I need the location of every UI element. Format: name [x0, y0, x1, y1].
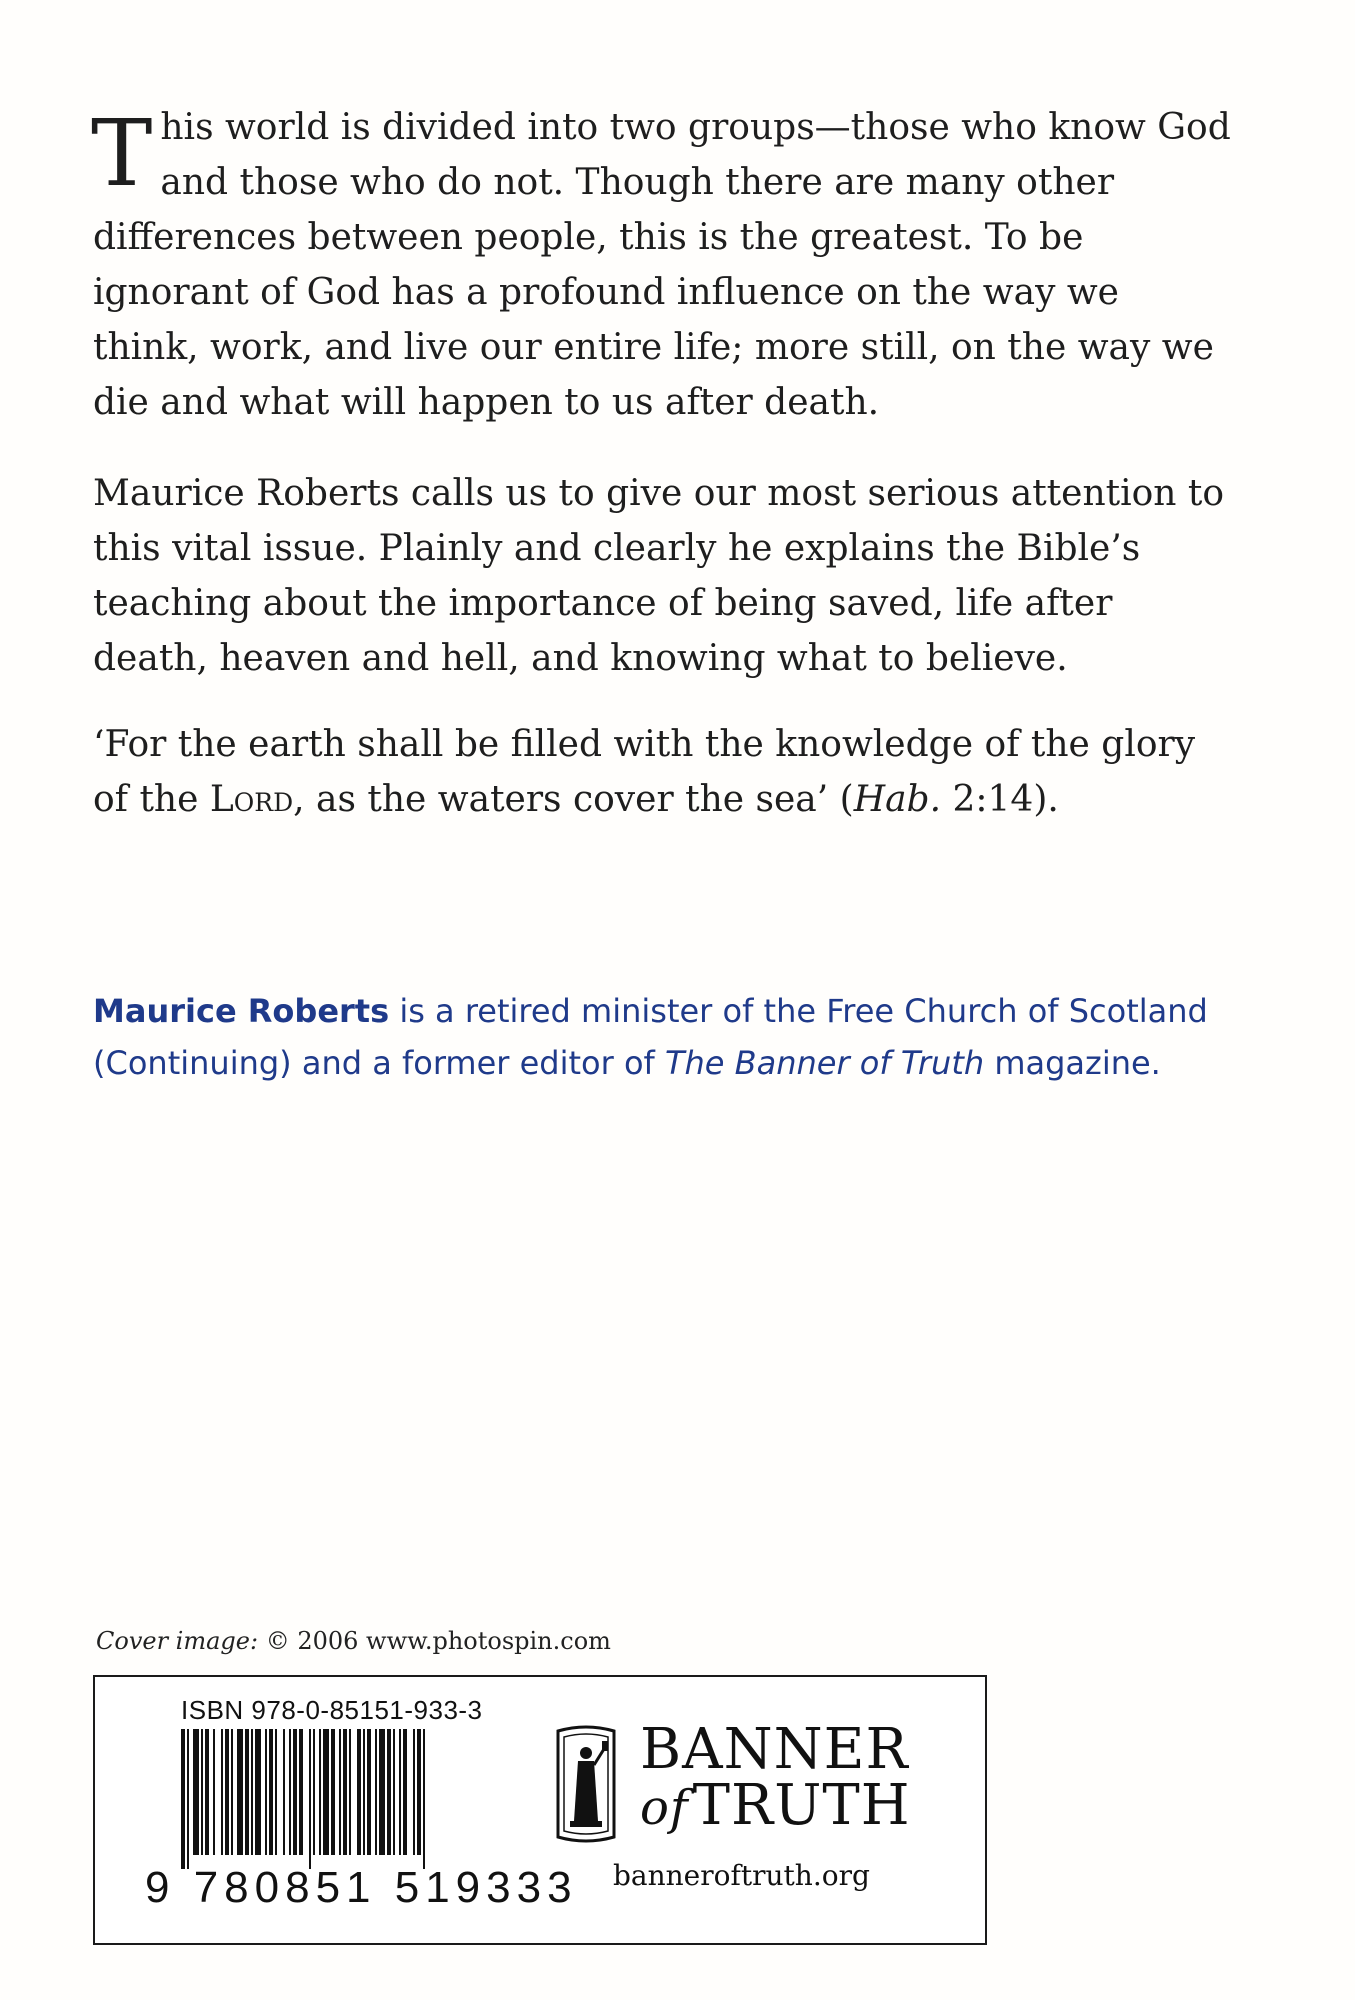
publisher-name-line1: BANNER: [640, 1717, 909, 1782]
barcode-bar: [221, 1729, 223, 1855]
barcode-bar: [231, 1729, 233, 1855]
barcode-bar: [283, 1729, 285, 1855]
quote-lord: Lord: [209, 779, 294, 820]
publisher-of: of: [640, 1780, 689, 1836]
barcode-bar: [367, 1729, 371, 1855]
barcode-bar: [187, 1729, 189, 1869]
blurb-paragraph-1-text: his world is divided into two groups—those who know God and those who do not. Though there are many other differences between people, this is the greatest. To be ignorant of God has a profound influence on the way we think, work, and live our entire life; more still, on the way we die and what will happen to us after death.: [93, 107, 1231, 423]
publisher-name-line2: [640, 1773, 911, 1838]
blurb-paragraph-1: [93, 100, 1233, 430]
barcode-bar: [349, 1729, 351, 1855]
publisher-truth: TRUTH: [692, 1773, 911, 1838]
magazine-title: The Banner of Truth: [664, 1044, 985, 1082]
author-bio-text-a: is a retired minister of the Free Church of Scotland (Continuing) and a former editor of: [93, 992, 1208, 1082]
barcode-bar: [269, 1729, 273, 1855]
barcode-bar: [379, 1729, 385, 1855]
cover-credit-label: Cover image:: [96, 1627, 259, 1655]
author-name: Maurice Roberts: [93, 992, 390, 1030]
barcode-bar: [193, 1729, 199, 1855]
barcode-bar: [313, 1729, 315, 1855]
barcode-bar: [225, 1729, 229, 1855]
barcode-bar: [403, 1729, 407, 1855]
isbn-text: ISBN 978-0-85151-933-3: [181, 1695, 483, 1725]
barcode-bar: [255, 1729, 261, 1855]
barcode-bar: [357, 1729, 361, 1855]
barcode-bar: [245, 1729, 249, 1855]
barcode-bar: [363, 1729, 365, 1855]
cover-credit: [96, 1627, 611, 1655]
barcode-bar: [399, 1729, 401, 1855]
barcode-bar: [205, 1729, 209, 1855]
barcode-bar: [423, 1729, 425, 1869]
barcode-bar: [387, 1729, 391, 1855]
barcode-bar: [237, 1729, 243, 1855]
barcode-digits: 9 780851 519333: [145, 1863, 578, 1912]
barcode-bar: [319, 1729, 321, 1855]
blurb: [91, 100, 1233, 820]
barcode-publisher-box: [93, 1675, 987, 1945]
publisher-logo-icon: [550, 1725, 622, 1843]
barcode-bar: [413, 1729, 415, 1855]
barcode-bar: [323, 1729, 329, 1855]
barcode-bar: [417, 1729, 421, 1855]
barcode-bar: [343, 1729, 347, 1855]
barcode-bar: [213, 1729, 215, 1855]
barcode-bar: [309, 1729, 311, 1869]
quote-part-b: , as the waters cover the sea’ (: [293, 779, 854, 820]
barcode-bar: [201, 1729, 203, 1855]
author-bio-text-b: magazine.: [984, 1044, 1161, 1082]
scripture-quote: [93, 717, 1233, 827]
publisher-website: banneroftruth.org: [613, 1859, 870, 1892]
barcode-bar: [289, 1729, 291, 1855]
barcode-bar: [293, 1729, 297, 1855]
drop-cap: T: [91, 100, 153, 207]
quote-part-c: 2:14).: [941, 779, 1059, 820]
barcode-bar: [375, 1729, 377, 1855]
quote-reference-book: Hab.: [853, 779, 942, 820]
barcode-bar: [299, 1729, 303, 1855]
barcode-bar: [251, 1729, 253, 1855]
barcode-graphic: [179, 1729, 479, 1869]
barcode-bar: [181, 1729, 185, 1869]
quote-part-a: ‘For the earth shall be filled with the knowledge of the glory of the: [93, 724, 1196, 820]
barcode-bar: [275, 1729, 277, 1855]
barcode-bar: [339, 1729, 341, 1855]
barcode-bar: [265, 1729, 267, 1855]
cover-credit-value: © 2006 www.photospin.com: [258, 1627, 611, 1655]
barcode-bar: [331, 1729, 335, 1855]
author-bio: [93, 985, 1233, 1089]
barcode-bar: [393, 1729, 395, 1855]
blurb-paragraph-2: Maurice Roberts calls us to give our most serious attention to this vital issue. Plainly and clearly he explains the Bible’s teaching about the importance of being saved, life after death, heaven and hell, and knowing what to believe.: [93, 473, 1225, 679]
